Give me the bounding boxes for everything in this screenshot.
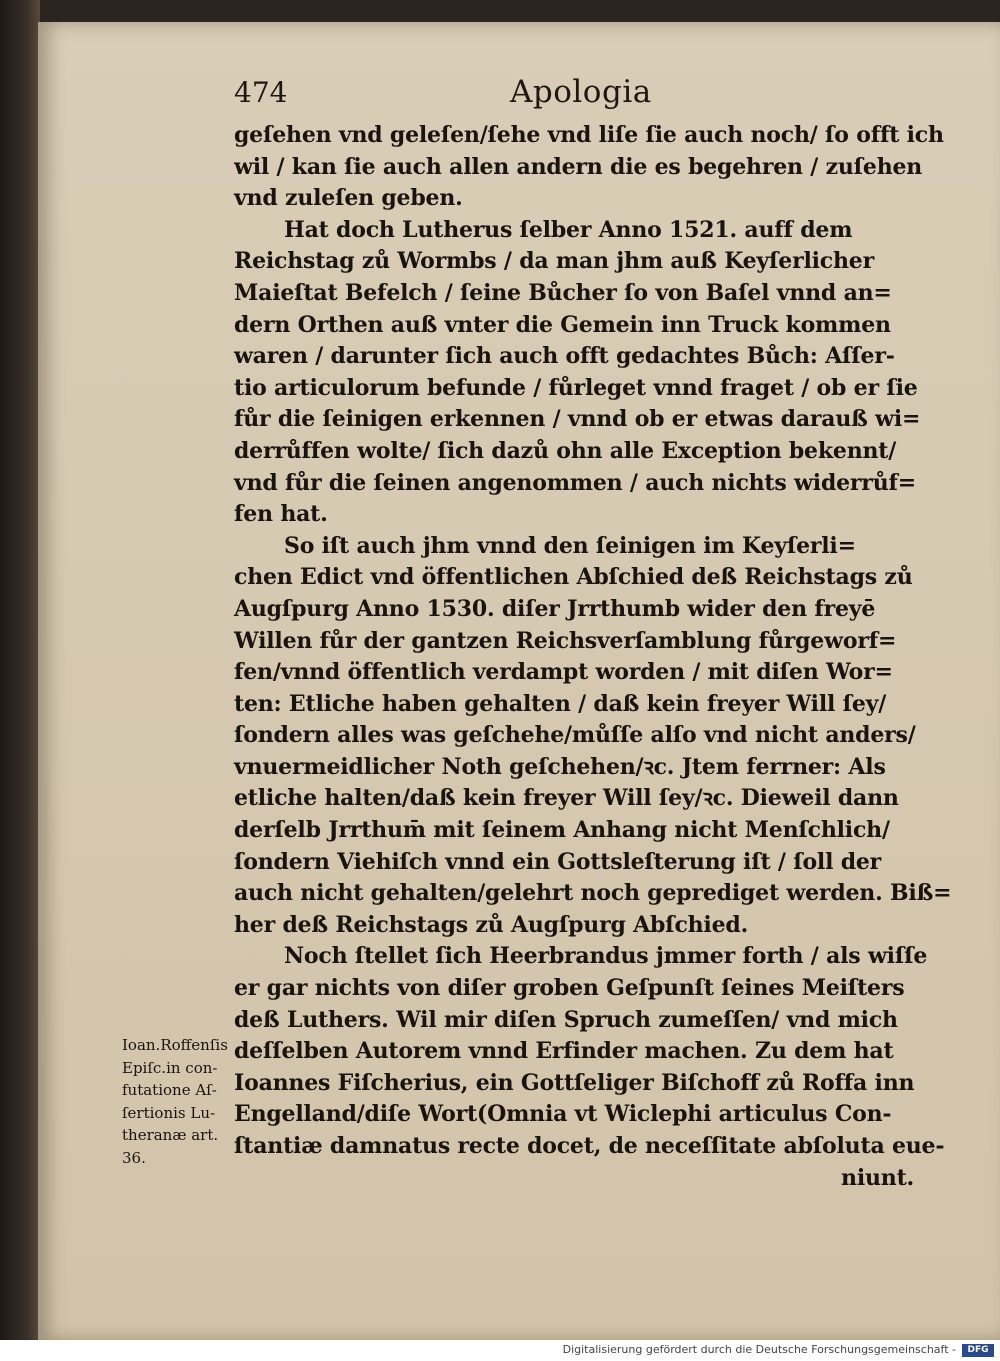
text-line: Maieſtat Befelch / ſeine Bůcher ſo von Baſel vnnd an= <box>234 279 892 306</box>
body-text <box>234 120 952 1194</box>
text-line: fen/vnnd öffentlich verdampt worden / mit diſen Wor= <box>234 659 893 686</box>
text-line: vnd fůr die ſeinen angenommen / auch nichts widerrůf= <box>234 469 916 496</box>
text-line: Ioannes Fiſcherius, ein Gottſeliger Biſchoff zů Roffa inn <box>234 1069 915 1096</box>
text-line: Engelland/diſe Wort(Omnia vt Wiclephi articulus Con- <box>234 1101 892 1128</box>
page-number: 474 <box>234 76 288 109</box>
text-line: vnd zuleſen geben. <box>234 185 463 212</box>
paragraph-start-line: Noch ſtellet ſich Heerbrandus jmmer forth / als wiſſe <box>284 943 928 970</box>
text-line: Willen fůr der gantzen Reichsverſamblung fůrgeworf= <box>234 627 897 654</box>
text-line: fůr die ſeinigen erkennen / vnnd ob er etwas darauß wi= <box>234 406 921 433</box>
book-page <box>38 22 1000 1340</box>
marginal-note-line: Ioan.Roffenſis <box>122 1036 228 1054</box>
text-line: auch nicht gehalten/gelehrt noch geprediget werden. Biß= <box>234 880 952 907</box>
text-line: ten: Etliche haben gehalten / daß kein freyer Will ſey/ <box>234 690 887 717</box>
text-line: fen hat. <box>234 501 328 528</box>
marginal-note-line: Epiſc.in con- <box>122 1058 218 1077</box>
paragraph-start-line: So iſt auch jhm vnnd den ſeinigen im Keyſerli= <box>284 532 856 559</box>
text-line: ſtantiæ damnatus recte docet, de neceſſitate abſoluta eue- <box>234 1133 945 1159</box>
text-line: dern Orthen auß vnter die Gemein inn Truck kommen <box>234 311 891 338</box>
footer-bar <box>0 1340 1000 1361</box>
text-line: wil / kan ſie auch allen andern die es begehren / zuſehen <box>234 153 923 180</box>
text-line: tio articulorum befunde / fůrleget vnnd fraget / ob er ſie <box>234 374 918 401</box>
text-line: Augſpurg Anno 1530. diſer Jrrthumb wider den freyē <box>234 595 876 622</box>
text-line: chen Edict vnd öffentlichen Abſchied deß Reichstags zů <box>234 564 913 591</box>
text-line-final: niunt. <box>841 1164 914 1191</box>
marginal-note-line: theranæ art. <box>122 1126 219 1144</box>
text-line: ſondern alles was geſchehe/můſſe alſo vnd nicht anders/ <box>234 722 916 749</box>
text-line: derſelb Jrrthum̄ mit ſeinem Anhang nicht Menſchlich/ <box>234 817 890 844</box>
running-head <box>38 76 1000 116</box>
scan-edge <box>0 0 40 1340</box>
text-line: her deß Reichstags zů Augſpurg Abſchied. <box>234 911 749 938</box>
text-line: derrůffen wolte/ ſich dazů ohn alle Exception bekennt/ <box>234 437 897 464</box>
marginal-note <box>122 1034 272 1169</box>
text-line: geſehen vnd geleſen/ſehe vnd liſe ſie auch noch/ ſo offt ich <box>234 122 944 148</box>
text-line: vnuermeidlicher Noth geſchehen/ꝛc. Jtem ferrner: Als <box>234 753 886 780</box>
marginal-note-line: 36. <box>122 1148 146 1167</box>
text-line: deß Luthers. Wil mir diſen Spruch zumeſſen/ vnd mich <box>234 1006 898 1033</box>
text-line: deſſelben Autorem vnnd Erfinder machen. Zu dem hat <box>234 1038 894 1065</box>
text-line: er gar nichts von diſer groben Geſpunſt ſeines Meiſters <box>234 975 905 1002</box>
marginal-note-line: ſertionis Lu- <box>122 1103 216 1122</box>
running-title: Apologia <box>510 74 652 110</box>
dfg-logo: DFG <box>962 1344 994 1357</box>
paragraph-start-line: Hat doch Lutherus ſelber Anno 1521. auff dem <box>284 216 853 243</box>
text-line: etliche halten/daß kein freyer Will ſey/ꝛc. Dieweil dann <box>234 785 899 812</box>
funding-credit: Digitalisierung gefördert durch die Deutsche Forschungsgemeinschaft - <box>562 1343 956 1356</box>
text-line: ſondern Viehiſch vnnd ein Gottsleſterung iſt / ſoll der <box>234 848 882 875</box>
text-line: waren / darunter ſich auch offt gedachtes Bůch: Aſſer- <box>234 343 895 370</box>
marginal-note-line: futatione Aſ- <box>122 1081 217 1099</box>
text-line: Reichstag zů Wormbs / da man jhm auß Keyſerlicher <box>234 248 874 275</box>
